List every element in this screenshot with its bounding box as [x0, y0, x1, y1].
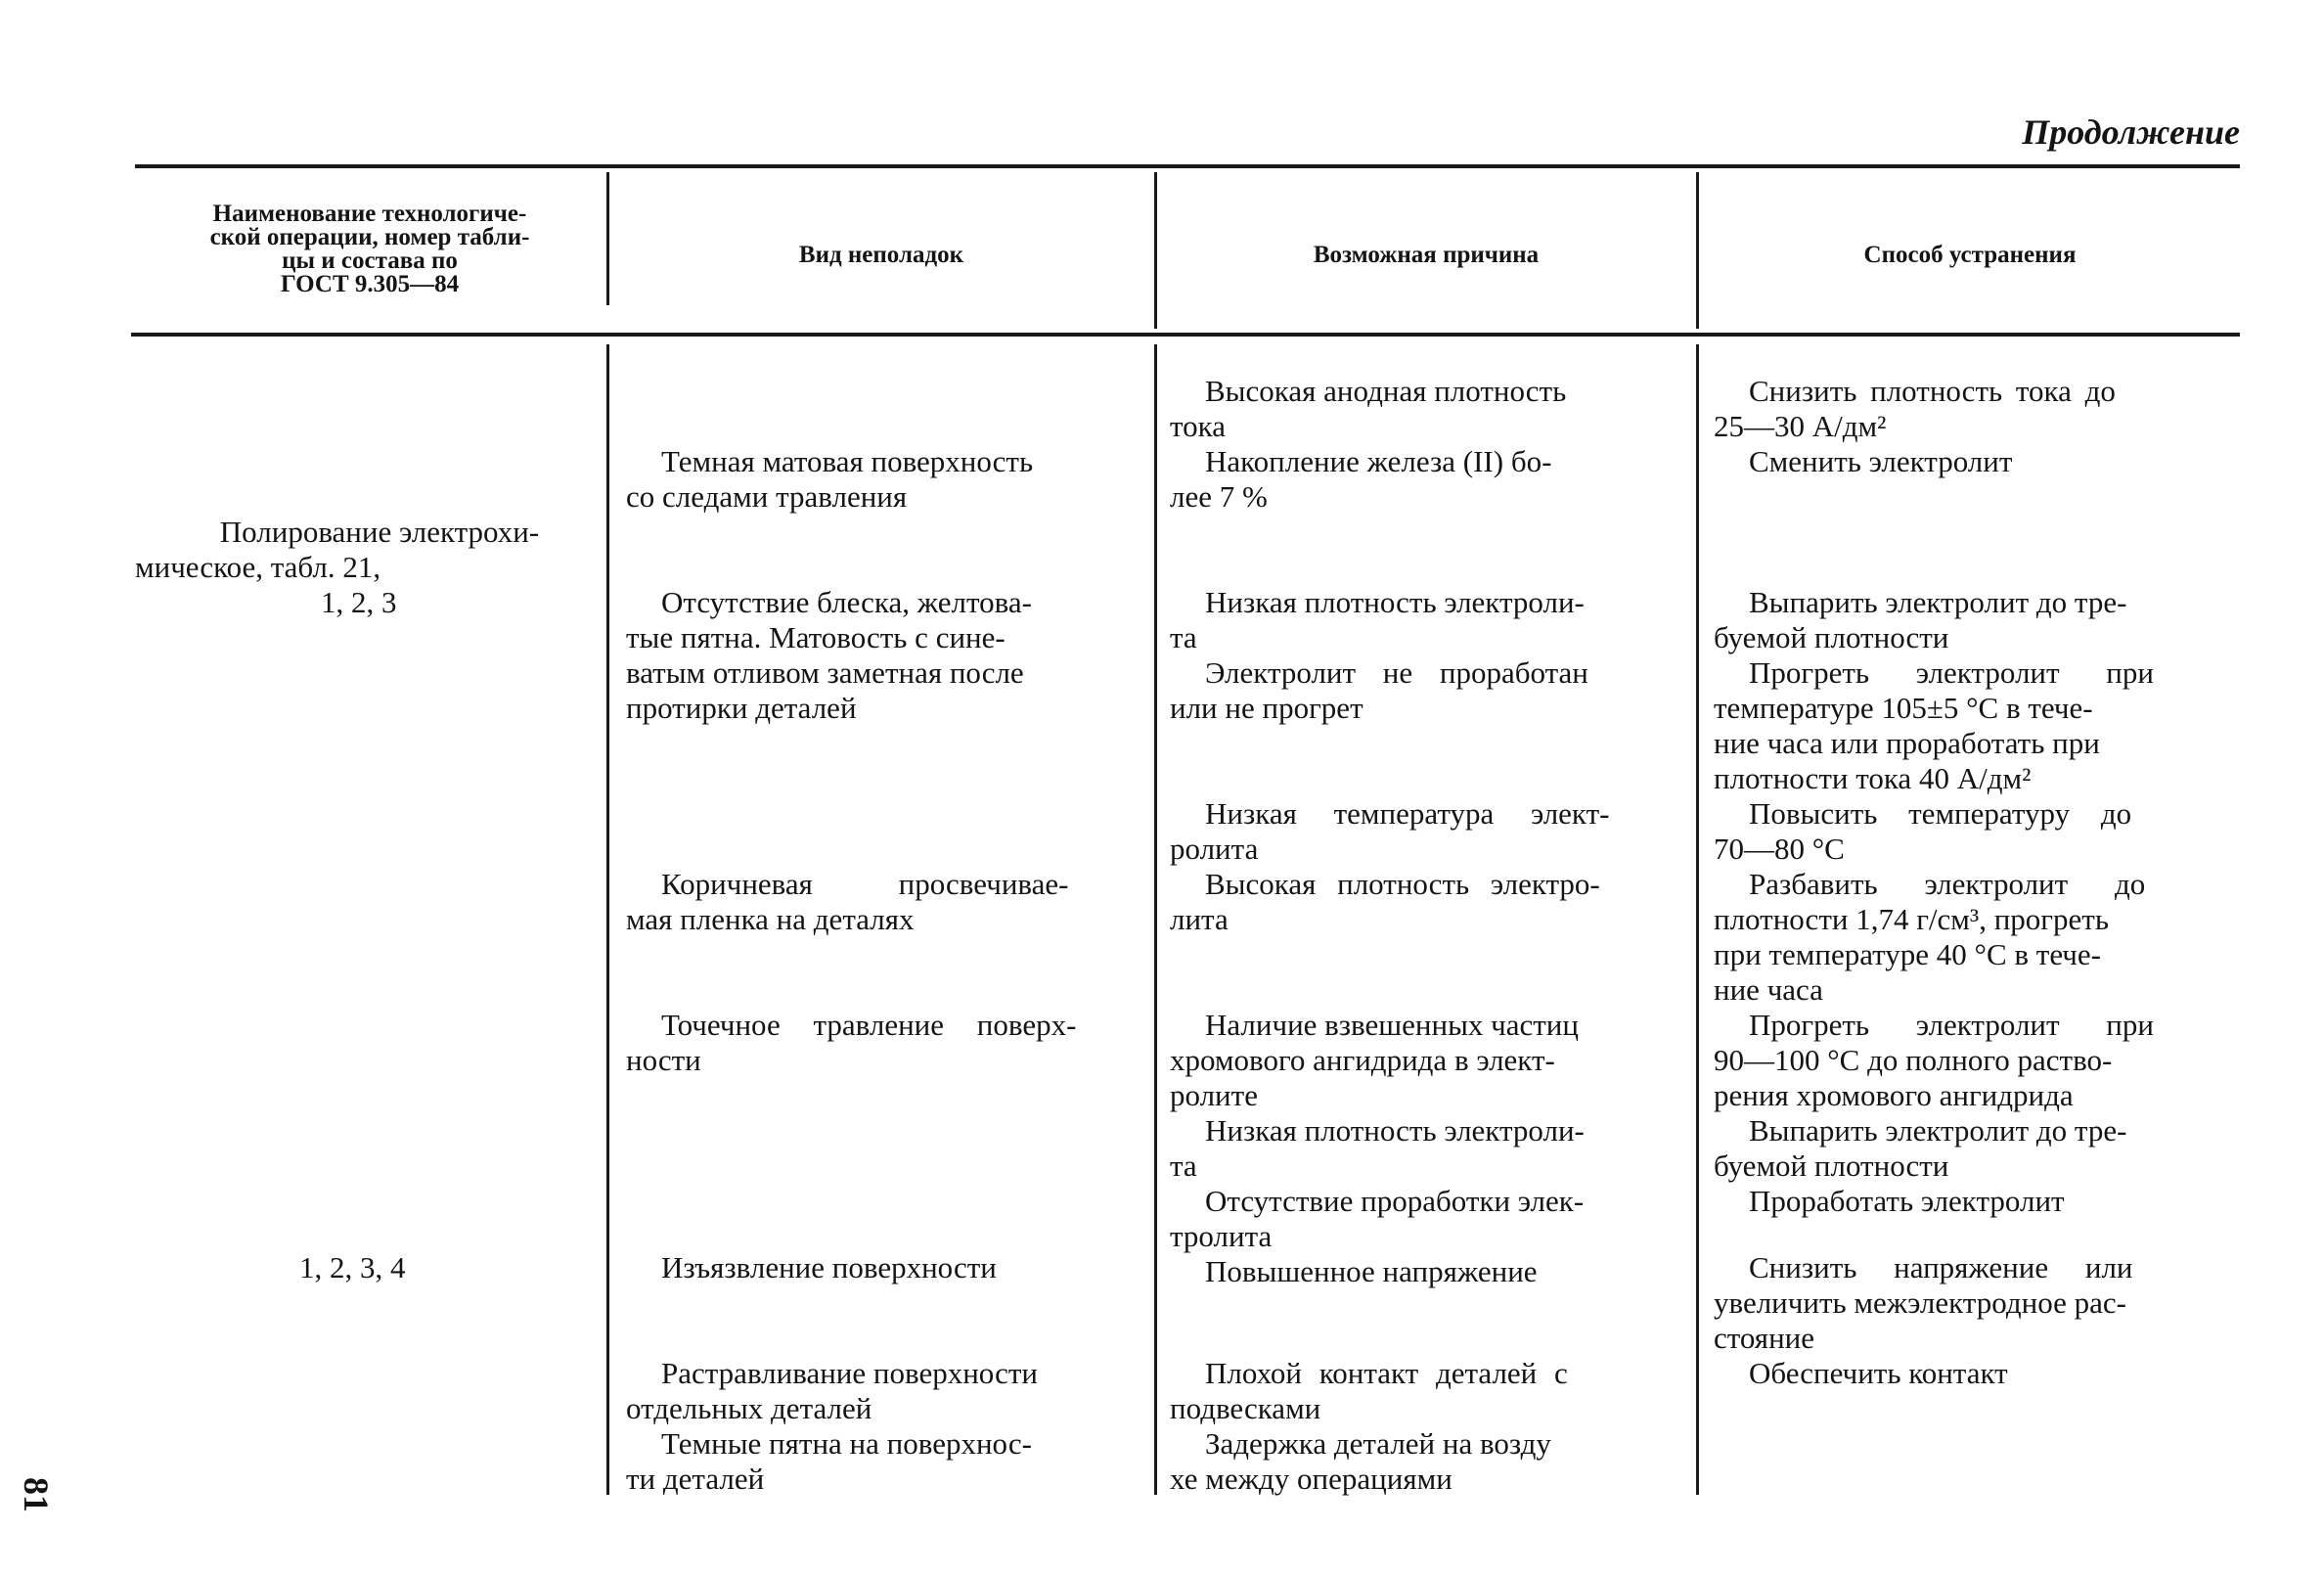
cause-line: ролита — [1170, 832, 1259, 866]
header-operation-line: ГОСТ 9.305—84 — [280, 271, 460, 297]
cause-line: Задержка деталей на возду — [1205, 1426, 1551, 1461]
header-col-divider-2 — [1154, 172, 1157, 329]
defect-2 — [626, 585, 1032, 726]
header-remedy: Способ устранения — [1863, 242, 2077, 268]
remedy-line: Снизить напряжение или — [1749, 1250, 2133, 1284]
remedy-line: Сменить электролит — [1749, 444, 2013, 478]
table-top-rule — [135, 164, 2240, 168]
remedy-line: Повысить температуру до — [1749, 796, 2132, 831]
header-bottom-rule — [131, 333, 2240, 337]
defect-line: ности — [626, 1043, 701, 1077]
remedy-3 — [1714, 1250, 2133, 1391]
cause-line: Низкая плотность электроли- — [1205, 1113, 1585, 1148]
cause-line: Электролит не проработан — [1205, 655, 1588, 690]
remedy-line: ние часа — [1714, 972, 1823, 1007]
cause-5 — [1170, 1356, 1568, 1497]
body-col-divider-3 — [1696, 344, 1699, 1495]
header-cause: Возможная причина — [1313, 242, 1540, 268]
defect-line: протирки деталей — [626, 691, 857, 725]
remedy-1 — [1714, 374, 2116, 479]
cause-line: ролите — [1170, 1078, 1258, 1112]
remedy-line: плотности 1,74 г/см³, прогреть — [1714, 902, 2109, 936]
cause-line: Накопление железа (II) бо- — [1205, 444, 1552, 478]
remedy-line: буемой плотности — [1714, 1148, 1949, 1183]
cause-4 — [1170, 1008, 1585, 1289]
remedy-line: Разбавить электролит до — [1749, 867, 2146, 901]
remedy-line: рения хромового ангидрида — [1714, 1078, 2074, 1112]
cause-line: Плохой контакт деталей с — [1205, 1356, 1568, 1390]
remedy-line: Прогреть электролит при — [1749, 1008, 2154, 1042]
remedy-line: Выпарить электролит до тре- — [1749, 585, 2127, 619]
defect-line: ватым отливом заметная после — [626, 655, 1024, 690]
cause-1 — [1170, 374, 1566, 515]
defect-line: Отсутствие блеска, желтова- — [661, 585, 1032, 619]
remedy-line: при температуре 40 °С в тече- — [1714, 937, 2101, 971]
cause-line: та — [1170, 1148, 1197, 1183]
defect-line: мая пленка на деталях — [626, 902, 915, 936]
cause-line: хе между операциями — [1170, 1462, 1452, 1496]
defect-line: со следами травления — [626, 479, 908, 514]
header-operation-line: Наименование технологиче- — [212, 201, 527, 227]
remedy-line: 90—100 °С до полного раство- — [1714, 1043, 2113, 1077]
defect-line: Коричневая просвечивае- — [661, 867, 1069, 901]
cause-line: та — [1170, 620, 1197, 654]
cause-line: Отсутствие проработки элек- — [1205, 1184, 1585, 1218]
defect-line: Изъязвление поверхности — [661, 1250, 997, 1284]
cause-line: тролита — [1170, 1219, 1273, 1253]
page-number: 81 — [17, 1477, 56, 1512]
operation-1-line: 1, 2, 3 — [321, 585, 397, 619]
cause-line: Наличие взвешенных частиц — [1205, 1008, 1579, 1042]
remedy-line: Обеспечить контакт — [1749, 1356, 2008, 1390]
header-defect: Вид неполадок — [798, 242, 964, 268]
body-col-divider-2 — [1154, 344, 1157, 1495]
remedy-line: 70—80 °С — [1714, 832, 1845, 866]
defect-3 — [626, 867, 1068, 937]
cause-line: Высокая плотность электро- — [1205, 867, 1600, 901]
operation-1-line: мическое, табл. 21, — [135, 550, 381, 584]
body-col-divider-1 — [606, 344, 609, 1495]
cause-line: тока — [1170, 409, 1226, 443]
defect-1 — [626, 444, 1033, 515]
header-operation-line: цы и состава по — [282, 248, 458, 274]
cause-line: хромового ангидрида в элект- — [1170, 1043, 1555, 1077]
remedy-line: ние часа или проработать при — [1714, 726, 2100, 760]
cause-line: Повышенное напряжение — [1205, 1254, 1538, 1288]
remedy-2 — [1714, 585, 2154, 1219]
defect-line: Темная матовая поверхность — [661, 444, 1034, 478]
defect-line: Растравливание поверхности — [661, 1356, 1038, 1390]
defect-5 — [626, 1250, 997, 1285]
remedy-line: увеличить межэлектродное рас- — [1714, 1285, 2126, 1320]
remedy-line: Выпарить электролит до тре- — [1749, 1113, 2127, 1148]
cause-line: Низкая температура элект- — [1205, 796, 1610, 831]
defect-line: ти деталей — [626, 1462, 765, 1496]
cause-line: лее 7 % — [1170, 479, 1268, 514]
operation-1-line: Полирование электрохи- — [219, 515, 540, 549]
cause-line: подвесками — [1170, 1391, 1321, 1425]
header-operation-line: ской операции, номер табли- — [209, 224, 530, 250]
defect-line: отдельных деталей — [626, 1391, 872, 1425]
cause-3 — [1170, 796, 1609, 937]
cause-2 — [1170, 585, 1588, 726]
operation-1 — [135, 515, 595, 620]
cause-line: лита — [1170, 902, 1229, 936]
cause-line: Низкая плотность электроли- — [1205, 585, 1585, 619]
defect-line: Темные пятна на поверхнос- — [661, 1426, 1032, 1461]
remedy-line: 25—30 А/дм² — [1714, 409, 1887, 443]
remedy-line: Снизить плотность тока до — [1749, 374, 2116, 408]
continuation-label: Продолжение — [2022, 113, 2240, 152]
remedy-line: Проработать электролит — [1749, 1184, 2065, 1218]
remedy-line: буемой плотности — [1714, 620, 1949, 654]
defect-6 — [626, 1356, 1038, 1497]
header-col-divider-3 — [1696, 172, 1699, 329]
header-operation — [135, 196, 604, 303]
defect-line: Точечное травление поверх- — [661, 1008, 1077, 1042]
operation-2-line: 1, 2, 3, 4 — [299, 1250, 406, 1284]
operation-2 — [299, 1250, 406, 1285]
cause-line: Высокая анодная плотность — [1205, 374, 1567, 408]
defect-4 — [626, 1008, 1076, 1078]
remedy-line: плотности тока 40 А/дм² — [1714, 761, 2032, 795]
defect-line: тые пятна. Матовость с сине- — [626, 620, 1006, 654]
remedy-line: стояние — [1714, 1321, 1815, 1355]
header-col-divider-1 — [606, 172, 609, 305]
remedy-line: Прогреть электролит при — [1749, 655, 2154, 690]
cause-line: или не прогрет — [1170, 691, 1363, 725]
remedy-line: температуре 105±5 °С в тече- — [1714, 691, 2093, 725]
